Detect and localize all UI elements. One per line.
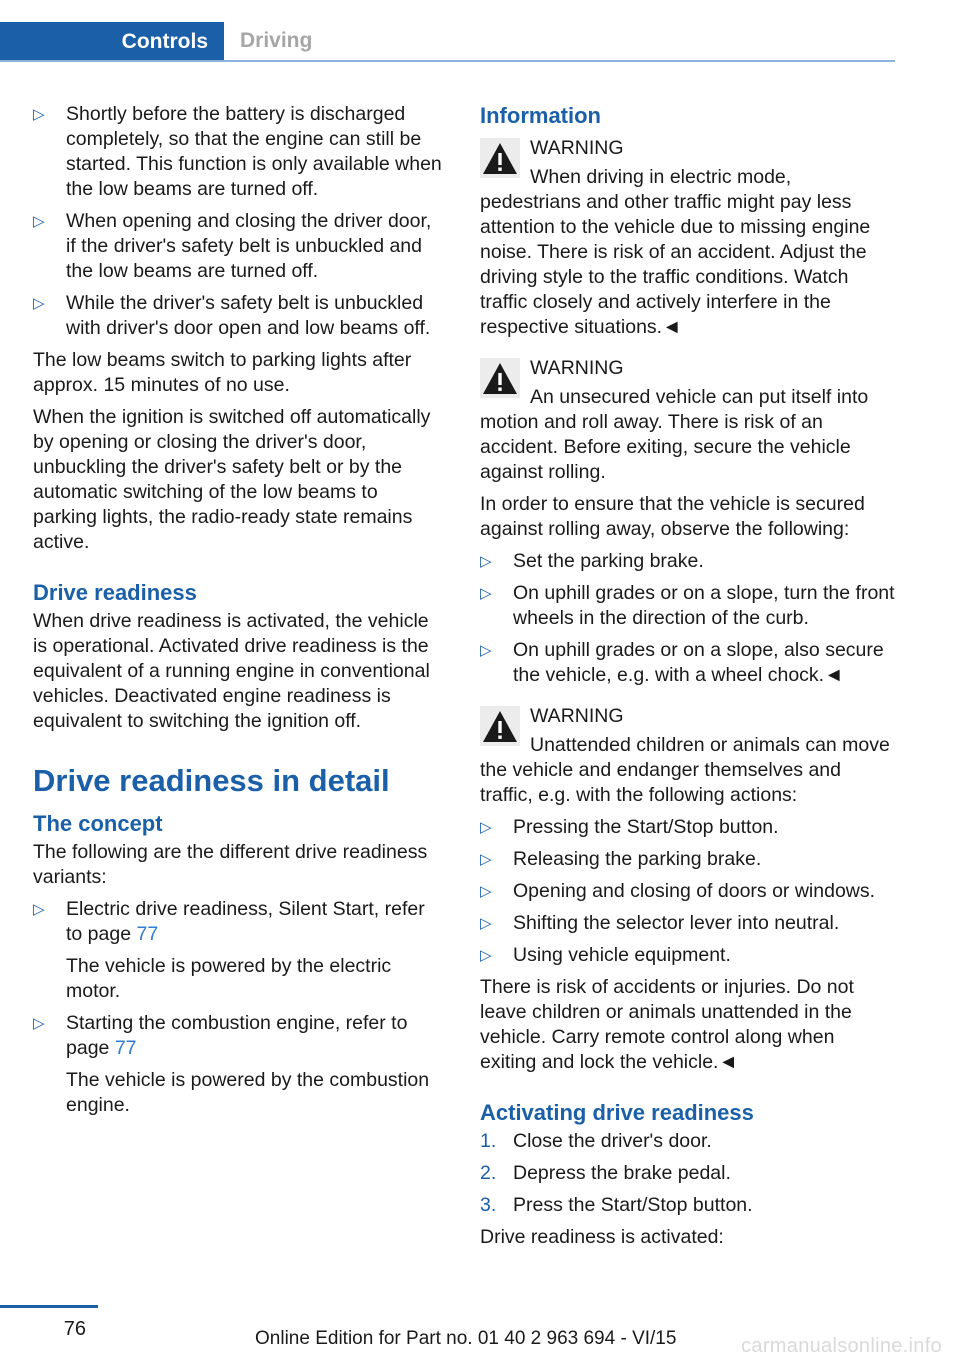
triangle-right-icon: ▷ <box>33 295 45 312</box>
secure-list <box>480 549 895 688</box>
header-rule <box>0 60 895 62</box>
list-item: ▷ Electric drive readiness, Silent Start, refer to page 77 The vehicle is powered by the electric motor. <box>33 897 445 1004</box>
heading-information: Information <box>480 103 601 128</box>
list-item: 2. Depress the brake pedal. <box>480 1162 731 1184</box>
ignition-paragraph: When the ignition is switched off automatically by opening or closing the driver's door, unbuckling the driver's safety belt or by the automatic switching of the low beams to parking lights, the radio-ready state remains active. <box>33 406 431 553</box>
right-column <box>480 102 895 1257</box>
page-number: 76 <box>63 1318 86 1340</box>
tab-driving[interactable]: Driving <box>240 29 313 52</box>
warning-block <box>480 354 895 485</box>
list-item: ▷ Starting the combustion engine, refer to page 77 The vehicle is powered by the combustion engine. <box>33 1011 445 1118</box>
low-beams-paragraph: The low beams switch to parking lights after approx. 15 minutes of no use. <box>33 349 412 396</box>
list-item: ▷ While the driver's safety belt is unbuckled with driver's door open and low beams off. <box>33 292 431 339</box>
conditions-list <box>33 102 445 341</box>
list-item: ▷ Using vehicle equipment. <box>480 944 731 966</box>
triangle-right-icon: ▷ <box>480 947 492 964</box>
warning-triangle-icon <box>480 706 520 746</box>
triangle-right-icon: ▷ <box>480 883 492 900</box>
tab-controls[interactable]: Controls <box>0 22 224 62</box>
footer-rule <box>0 1305 98 1308</box>
triangle-right-icon: ▷ <box>33 901 45 918</box>
risk-paragraph: There is risk of accidents or injuries. Do not leave children or animals unattended in the vehicle. Carry remote control along when exiting and lock the vehicle.◄ <box>480 976 854 1073</box>
page-link-77[interactable]: 77 <box>114 1037 137 1059</box>
list-item: ▷ When opening and closing the driver door, if the driver's safety belt is unbuckled and the low beams are turned off. <box>33 210 432 282</box>
heading-drive-readiness: Drive readiness <box>33 580 197 605</box>
edition-text: Online Edition for Part no. 01 40 2 963 694 - VI/15 <box>255 1328 677 1349</box>
triangle-right-icon: ▷ <box>33 1015 45 1032</box>
watermark: carmanualsonline.info <box>741 1335 942 1357</box>
variant-description: The vehicle is powered by the electric motor. <box>66 955 392 1002</box>
list-item: ▷ On uphill grades or on a slope, also secure the vehicle, e.g. with a wheel chock.◄ <box>480 639 884 686</box>
warning-text: Unattended children or animals can move the vehicle and endanger themselves and traffic, e.g. with the following actions: <box>480 734 890 806</box>
step-number: 1. <box>480 1130 497 1152</box>
triangle-right-icon: ▷ <box>33 213 45 230</box>
page-header <box>0 22 895 62</box>
warning-title: WARNING <box>530 137 624 159</box>
list-item: 1. Close the driver's door. <box>480 1130 712 1152</box>
triangle-right-icon: ▷ <box>480 585 492 602</box>
triangle-right-icon: ▷ <box>480 819 492 836</box>
list-item: ▷ Opening and closing of doors or windows. <box>480 880 876 902</box>
variants-list <box>33 897 445 1118</box>
triangle-right-icon: ▷ <box>480 851 492 868</box>
heading-drive-readiness-detail: Drive readiness in detail <box>33 763 390 798</box>
list-item: ▷ On uphill grades or on a slope, turn the front wheels in the direction of the curb. <box>480 582 895 629</box>
list-item: 3. Press the Start/Stop button. <box>480 1194 753 1216</box>
heading-activating-drive-readiness: Activating drive readiness <box>480 1100 754 1125</box>
page-link-77[interactable]: 77 <box>136 923 159 945</box>
warning-triangle-icon <box>480 358 520 398</box>
list-item: ▷ Releasing the parking brake. <box>480 848 762 870</box>
concept-paragraph: The following are the different drive readiness variants: <box>33 841 428 888</box>
triangle-right-icon: ▷ <box>480 915 492 932</box>
list-item: ▷ Shifting the selector lever into neutral. <box>480 912 840 934</box>
triangle-right-icon: ▷ <box>480 553 492 570</box>
triangle-right-icon: ▷ <box>33 106 45 123</box>
drive-readiness-paragraph: When drive readiness is activated, the vehicle is operational. Activated drive readiness is the equivalent of a running engine in conventional vehicles. Deactivated engine readiness is equivalent to switching the ignition off. <box>33 610 430 732</box>
triangle-right-icon: ▷ <box>480 642 492 659</box>
left-column <box>33 102 445 1125</box>
list-item: ▷ Shortly before the battery is discharged completely, so that the engine can still be started. This function is only available when the low beams are turned off. <box>33 103 442 200</box>
warning-text: When driving in electric mode, pedestrians and other traffic might pay less attention to the vehicle due to missing engine noise. There is risk of an accident. Adjust the driving style to the traffic conditions. Watch traffic closely and actively interfere in the respective situations.◄ <box>480 166 871 338</box>
actions-list <box>480 815 895 968</box>
steps-list <box>480 1129 895 1218</box>
secure-paragraph: In order to ensure that the vehicle is secured against rolling away, observe the following: <box>480 493 865 540</box>
list-item: ▷ Set the parking brake. <box>480 550 704 572</box>
warning-block <box>480 702 895 808</box>
warning-title: WARNING <box>530 705 624 727</box>
step-number: 2. <box>480 1162 497 1184</box>
activated-paragraph: Drive readiness is activated: <box>480 1226 724 1248</box>
list-item: ▷ Pressing the Start/Stop button. <box>480 816 779 838</box>
variant-description: The vehicle is powered by the combustion engine. <box>66 1069 430 1116</box>
warning-title: WARNING <box>530 357 624 379</box>
warning-text: An unsecured vehicle can put itself into motion and roll away. There is risk of an accident. Before exiting, secure the vehicle against rolling. <box>480 386 869 483</box>
heading-the-concept: The concept <box>33 811 163 836</box>
warning-triangle-icon <box>480 138 520 178</box>
step-number: 3. <box>480 1194 497 1216</box>
warning-block <box>480 134 895 340</box>
